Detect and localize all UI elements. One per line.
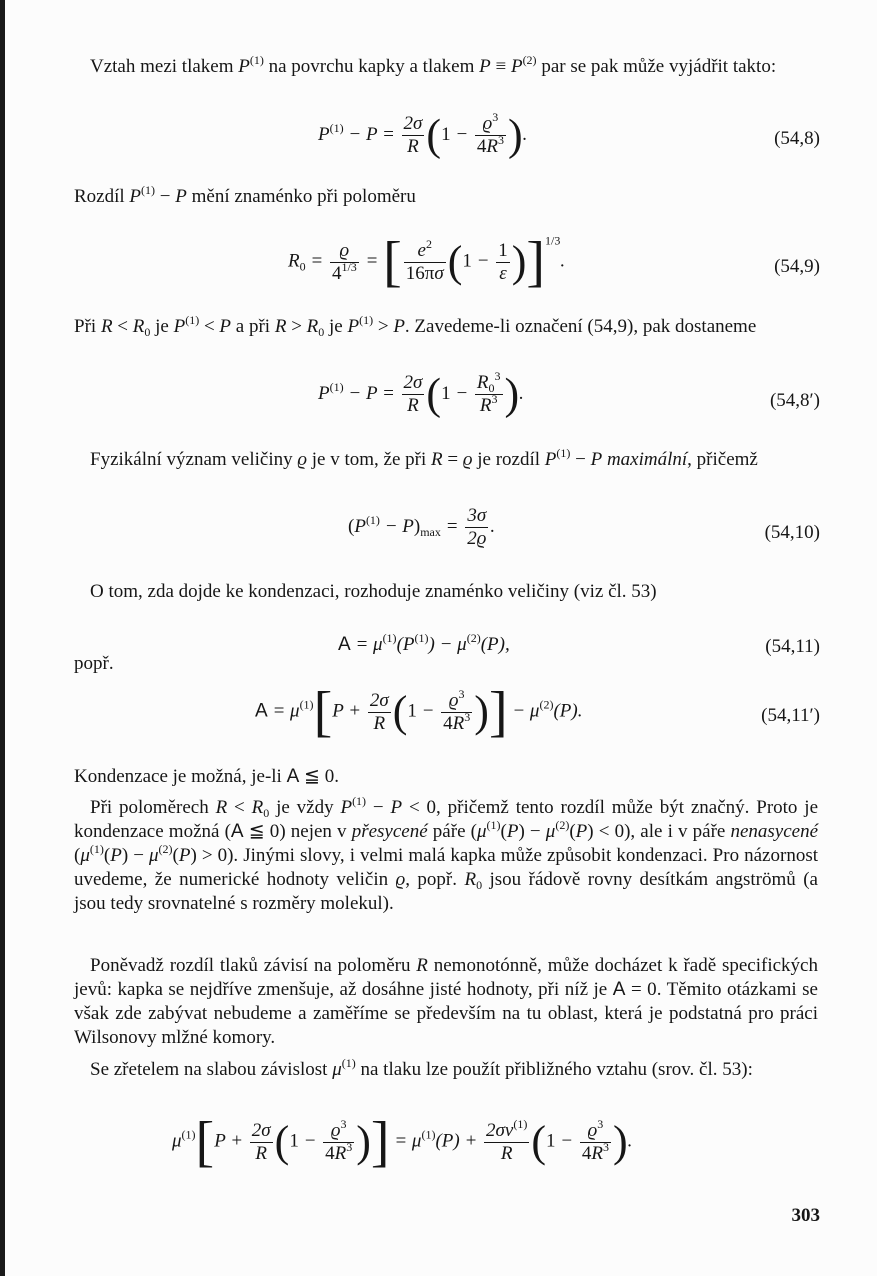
paragraph-2: Rozdíl $P^{(1)} - P$ mění znaménko při poloměru — [74, 183, 416, 207]
equation-54-10: $(P^{(1)} - P)_{max}$ = $\frac{3\sigma}{2ϱ}$ . — [348, 505, 496, 549]
equation-54-11-prime: $A = \mu^{(1)}[P$ + $\frac{2\sigma}{R}$ (1 − $\frac{ϱ^3}{4R^3}$ )] − $\mu^{(2)}(P)$. — [255, 681, 583, 743]
paragraph-9: Se zřetelem na slabou závislost $\mu^{(1)}$ na tlaku lze použít přibližného vztahu (srov. čl. 53): — [90, 1056, 753, 1080]
equation-number: (54,10) — [764, 522, 820, 543]
paragraph-3: Při $R < R_0$ je $P^{(1)} < P$ a při $R > R_0$ je $P^{(1)} > P$. Zavedeme-li označení (54,9), pak dostaneme — [74, 313, 757, 339]
paragraph-1: Vztah mezi tlakem $P^{(1)}$ na povrchu kapky a tlakem $P \equiv P^{(2)}$ par se pak může vyjádřit takto: — [90, 53, 777, 77]
equation-54-11: $A = \mu^{(1)}(P^{(1)}) - \mu^{(2)}(P)$, — [338, 631, 510, 655]
paragraph-6: Kondenzace je možná, je-li A ≦ 0. — [74, 766, 339, 787]
equation-54-8: $P^{(1)} - P$ = $\frac{2\sigma}{R}$ (1 − $\frac{ϱ^3}{4R^3}$ ). — [318, 110, 528, 160]
paragraph-4: Fyzikální význam veličiny ϱ je v tom, že při R = ϱ je rozdíl $P^{(1)} - P$ maximální, přičemž — [90, 446, 758, 470]
equation-number: (54,8) — [774, 128, 820, 149]
paragraph-7: Při poloměrech $R < R_0$ je vždy $P^{(1)} - P < 0$, přičemž tento rozdíl může být značný. Proto je kondenzace možná (A ≦ 0) nejen v přesycené páře $(\mu^{(1)}(P) - \mu^{(2)}(P) < 0)$, ale i v páře nenasycené $(\mu^{(1)}(P) - \mu^{(2)}(P) > 0)$. Jinými slovy, i velmi malá kapka může způsobit kondenzaci. Pro názornost uvedeme, že numerické hodnoty veličin ϱ, popř. $R_0$ jsou řádově rovny desítkám angströmů (a jsou tedy srovnatelné s rozměry molekul). — [74, 794, 819, 914]
equation-number: (54,8′) — [769, 390, 820, 411]
page-edge — [0, 0, 5, 1276]
equation-approximation: $\mu^{(1)}[P$ + $\frac{2\sigma}{R}$ (1 − $\frac{ϱ^3}{4R^3}$ )] = $\mu^{(1)}(P)$ + $\frac{2\sigma v^{(1)}}{R}$ (1 − $\frac{ϱ^3}{4R^3}$ ). — [172, 1111, 633, 1173]
equation-number: (54,9) — [774, 256, 820, 277]
paragraph-5: O tom, zda dojde ke kondenzaci, rozhoduje znaménko veličiny (viz čl. 53) — [90, 581, 657, 602]
popr-label: popř. — [74, 653, 114, 674]
equation-number: (54,11) — [765, 636, 820, 657]
equation-number: (54,11′) — [761, 705, 820, 726]
paragraph-8: Poněvadž rozdíl tlaků závisí na poloměru R nemonotónně, může docházet k řadě specifických jevů: kapka se nejdříve zmenšuje, až dosáhne jisté hodnoty, při níž je A = 0. Těmito otázkami se však zde zabývat nebudeme a zaměříme se především na tu oblast, která je podstatná pro práci Wilsonovy mlžné komory. — [74, 955, 818, 1048]
page-number: 303 — [791, 1205, 820, 1226]
equation-54-8-prime: $P^{(1)} - P$ = $\frac{2\sigma}{R}$ (1 − $\frac{R_0^3}{R^3}$ ). — [318, 369, 524, 419]
equation-54-9: $R_0$ = $\frac{ϱ}{4^{1/3}}$ = [ $\frac{e^2}{16\pi\sigma}$ (1 − $\frac{1}{\varepsilon}$ )]$^{1/3}$. — [288, 231, 566, 293]
